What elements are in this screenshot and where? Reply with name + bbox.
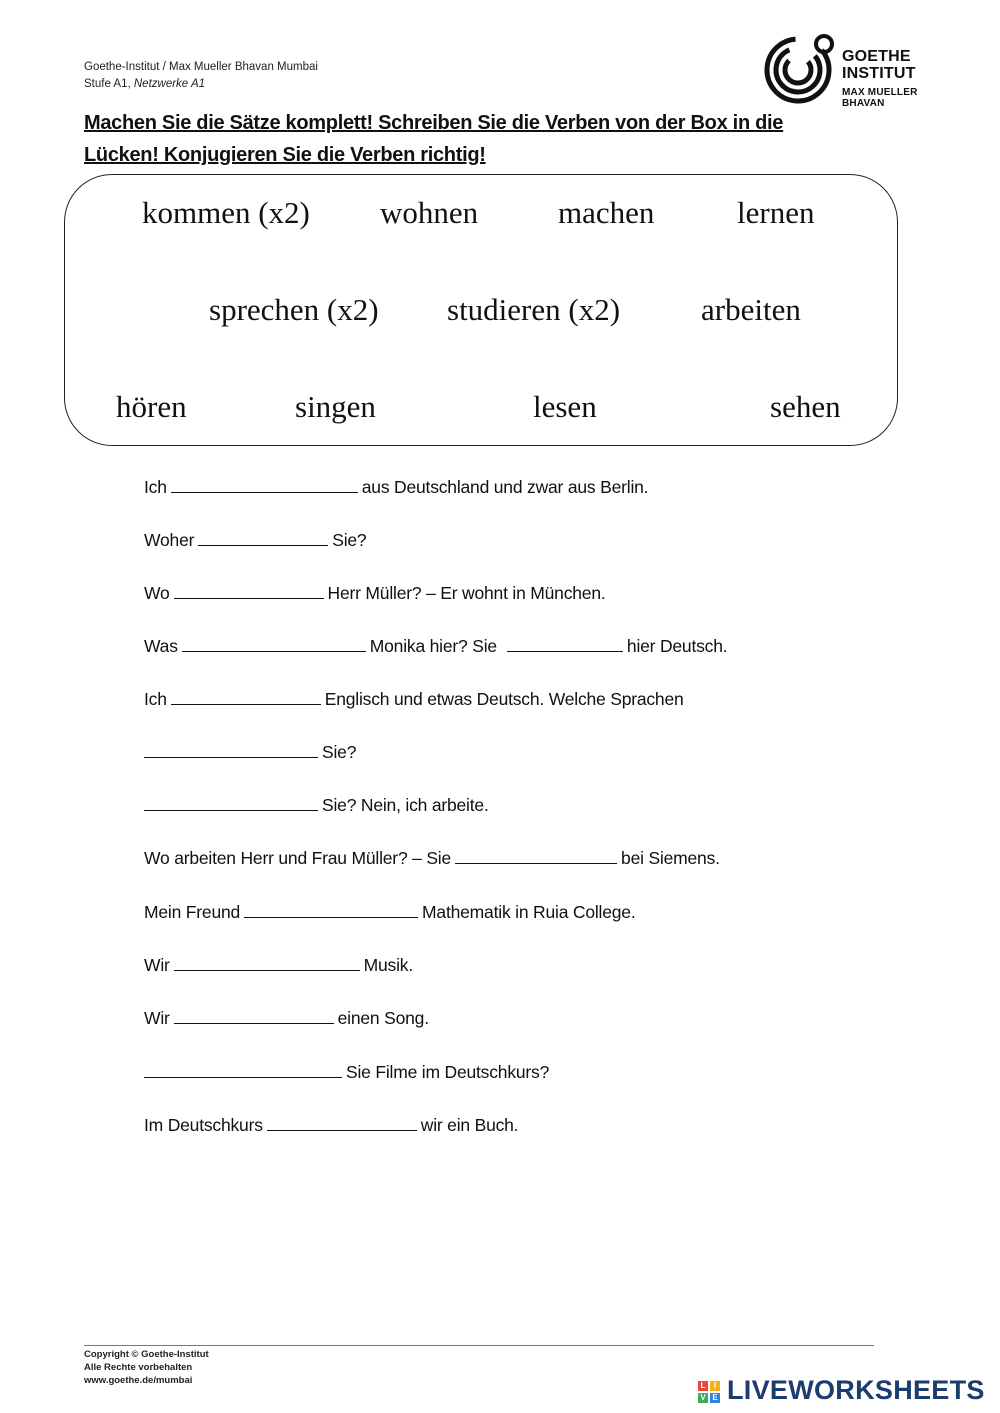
answer-blank[interactable] bbox=[455, 848, 617, 864]
answer-blank[interactable] bbox=[244, 902, 418, 918]
verb-sehen: sehen bbox=[770, 389, 841, 424]
verb-lesen: lesen bbox=[533, 389, 597, 424]
answer-blank[interactable] bbox=[174, 583, 324, 599]
exercise-text: hier Deutsch. bbox=[626, 636, 728, 656]
verb-wohnen: wohnen bbox=[380, 195, 479, 230]
logo-institut: INSTITUT bbox=[842, 65, 916, 82]
verb-arbeiten: arbeiten bbox=[701, 292, 801, 327]
answer-blank[interactable] bbox=[182, 636, 366, 652]
exercise-text: Ich bbox=[144, 477, 167, 497]
exercise-text: Ich bbox=[144, 689, 167, 709]
goethe-logo bbox=[764, 32, 934, 112]
answer-blank[interactable] bbox=[171, 689, 321, 705]
exercise-text: Im Deutschkurs bbox=[144, 1115, 263, 1135]
answer-blank[interactable] bbox=[174, 1008, 334, 1024]
goethe-swirl-icon bbox=[764, 32, 836, 104]
exercise-text: Wo arbeiten Herr und Frau Müller? – Sie bbox=[144, 848, 452, 868]
exercise-text: Monika hier? Sie bbox=[369, 636, 497, 656]
instruction-line-2: Lücken! Konjugieren Sie die Verben richtig! bbox=[84, 144, 486, 166]
footer-website[interactable]: www.goethe.de/mumbai bbox=[84, 1375, 193, 1386]
footer-copyright: Copyright © Goethe-Institut bbox=[84, 1349, 209, 1360]
exercise-text: Wir bbox=[144, 1008, 170, 1028]
footer-rights: Alle Rechte vorbehalten bbox=[84, 1362, 193, 1373]
exercise-text: Sie? Nein, ich arbeite. bbox=[322, 795, 489, 815]
answer-blank[interactable] bbox=[507, 636, 623, 652]
header-level-book: Netzwerke A1 bbox=[133, 78, 206, 90]
answer-blank[interactable] bbox=[144, 795, 318, 811]
footer-divider bbox=[84, 1345, 874, 1346]
exercise-text: einen Song. bbox=[337, 1008, 429, 1028]
exercise-text: wir ein Buch. bbox=[420, 1115, 519, 1135]
header-level-prefix: Stufe A1, bbox=[84, 78, 134, 90]
answer-blank[interactable] bbox=[144, 742, 318, 758]
logo-max-mueller: MAX MUELLER bbox=[842, 87, 918, 98]
header-level bbox=[84, 78, 205, 90]
exercise-text: aus Deutschland und zwar aus Berlin. bbox=[361, 477, 649, 497]
lw-square-i: I bbox=[710, 1381, 720, 1391]
exercise-text: Musik. bbox=[363, 955, 414, 975]
exercise-text: Sie? bbox=[332, 530, 367, 550]
exercise-text: Wir bbox=[144, 955, 170, 975]
exercise-text: Wo bbox=[144, 583, 170, 603]
instruction-line-1: Machen Sie die Sätze komplett! Schreiben Sie die Verben von der Box in die bbox=[84, 112, 784, 134]
lw-text: LIVEWORKSHEETS bbox=[727, 1375, 985, 1405]
exercise-text: Mathematik in Ruia College. bbox=[422, 902, 636, 922]
exercise-text: bei Siemens. bbox=[621, 848, 720, 868]
answer-blank[interactable] bbox=[144, 1062, 342, 1078]
verb-lernen: lernen bbox=[737, 195, 815, 230]
verb-sprechen: sprechen (x2) bbox=[209, 292, 379, 327]
exercise-text: Was bbox=[144, 636, 178, 656]
verb-hoeren: hören bbox=[116, 389, 187, 424]
verb-singen: singen bbox=[295, 389, 376, 424]
verb-studieren: studieren (x2) bbox=[447, 292, 621, 327]
exercise-text: Mein Freund bbox=[144, 902, 241, 922]
exercise-text: Herr Müller? – Er wohnt in München. bbox=[327, 583, 606, 603]
answer-blank[interactable] bbox=[174, 955, 360, 971]
lw-square-v: V bbox=[698, 1393, 708, 1403]
header-institute: Goethe-Institut / Max Mueller Bhavan Mumbai bbox=[84, 61, 318, 73]
exercise-text: Woher bbox=[144, 530, 195, 550]
answer-blank[interactable] bbox=[198, 530, 328, 546]
verb-kommen: kommen (x2) bbox=[142, 195, 310, 230]
lw-square-e: E bbox=[710, 1393, 720, 1403]
logo-bhavan: BHAVAN bbox=[842, 98, 885, 109]
lw-square-l: L bbox=[698, 1381, 708, 1391]
verb-machen: machen bbox=[558, 195, 655, 230]
answer-blank[interactable] bbox=[267, 1115, 417, 1131]
exercise-text: Sie? bbox=[322, 742, 357, 762]
exercise-text: Sie Filme im Deutschkurs? bbox=[346, 1062, 550, 1082]
logo-goethe: GOETHE bbox=[842, 48, 911, 65]
exercise-text: Englisch und etwas Deutsch. Welche Sprachen bbox=[324, 689, 684, 709]
answer-blank[interactable] bbox=[171, 477, 358, 493]
